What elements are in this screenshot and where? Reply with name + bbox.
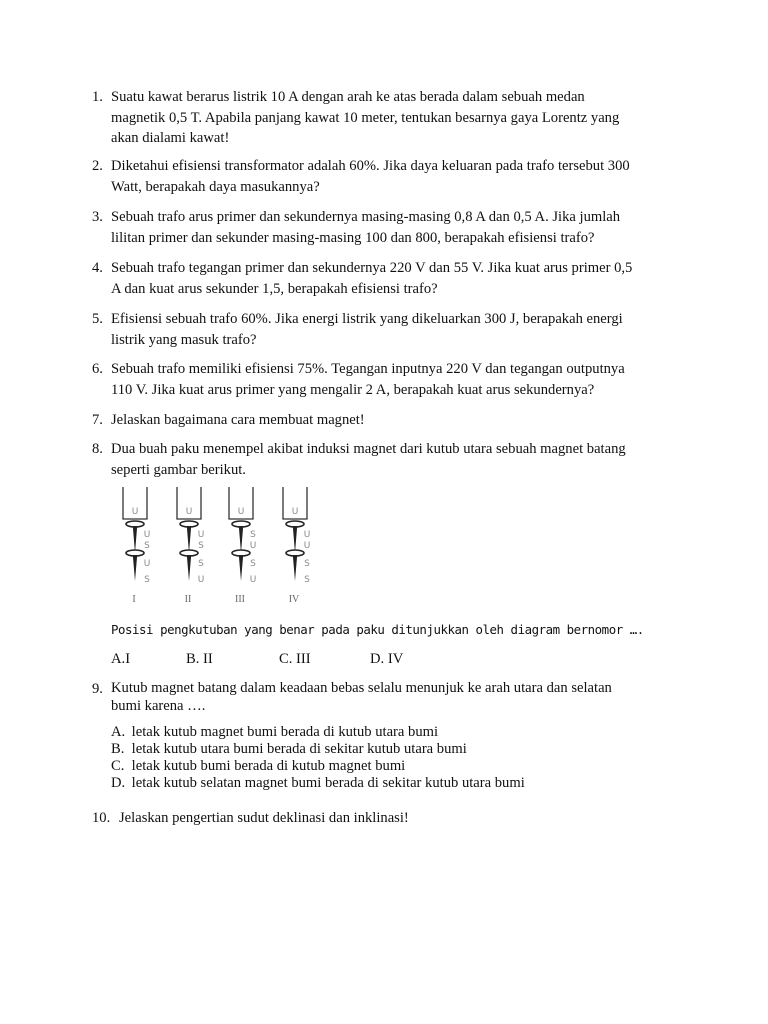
option-text: letak kutub bumi berada di kutub magnet bumi bbox=[131, 758, 406, 774]
nail-shaft bbox=[293, 555, 297, 581]
nail-pole-label: S bbox=[144, 575, 150, 585]
nail-shaft bbox=[187, 555, 191, 581]
question-text-line: magnetik 0,5 T. Apabila panjang kawat 10 meter, tentukan besarnya gaya Lorentz yang bbox=[111, 109, 620, 126]
nail-pole-label: U bbox=[249, 541, 257, 551]
question-number: 1. bbox=[92, 89, 103, 105]
nail-pole-label: S bbox=[304, 575, 310, 585]
nail-pole-label: U bbox=[143, 559, 151, 569]
nail-pole-label: U bbox=[303, 530, 311, 540]
q9-option-d bbox=[111, 775, 525, 792]
nail-pole-label: S bbox=[144, 541, 150, 551]
magnet-pole-label: U bbox=[185, 507, 193, 517]
diagram-number: II bbox=[184, 594, 192, 605]
q8-option-c: C. III bbox=[279, 651, 311, 667]
nail-shaft bbox=[239, 555, 243, 581]
option-text: letak kutub selatan magnet bumi berada di sekitar kutub utara bumi bbox=[131, 775, 525, 791]
q8-option-b: B. II bbox=[186, 651, 213, 667]
question-number: 7. bbox=[92, 412, 103, 428]
nail-shaft bbox=[187, 526, 191, 553]
diagram-number: III bbox=[235, 594, 245, 605]
q9-option-b bbox=[111, 741, 467, 758]
question-number: 3. bbox=[92, 209, 103, 225]
magnet-nails-figure bbox=[110, 485, 340, 610]
q9-option-a bbox=[111, 724, 438, 741]
nail-pole-label: S bbox=[198, 541, 204, 551]
nail-shaft bbox=[133, 526, 137, 553]
nail-shaft bbox=[239, 526, 243, 553]
nail-pole-label: S bbox=[250, 530, 256, 540]
question-number: 6. bbox=[92, 361, 103, 377]
question-text-line: lilitan primer dan sekunder masing-masing 100 dan 800, berapakah efisiensi trafo? bbox=[111, 229, 595, 246]
diagram-number: I bbox=[132, 594, 136, 605]
question-text-line: seperti gambar berikut. bbox=[111, 461, 246, 478]
question-text-line: 110 V. Jika kuat arus primer yang mengalir 2 A, berapakah kuat arus sekundernya? bbox=[111, 381, 595, 398]
nail-shaft bbox=[293, 526, 297, 553]
magnet-pole-label: U bbox=[237, 507, 245, 517]
question-text-line: Suatu kawat berarus listrik 10 A dengan arah ke atas berada dalam sebuah medan bbox=[111, 89, 585, 105]
question-text-line: Kutub magnet batang dalam keadaan bebas selalu menunjuk ke arah utara dan selatan bbox=[111, 680, 612, 696]
question-text-line: Dua buah paku menempel akibat induksi magnet dari kutub utara sebuah magnet batang bbox=[111, 441, 626, 457]
option-letter: B. bbox=[111, 741, 125, 757]
question-number: 8. bbox=[92, 441, 103, 457]
nail-pole-label: U bbox=[303, 541, 311, 551]
question-number: 10. bbox=[92, 810, 111, 826]
option-text: letak kutub magnet bumi berada di kutub utara bumi bbox=[131, 724, 439, 740]
nail-pole-label: S bbox=[198, 559, 204, 569]
nail-pole-label: U bbox=[143, 530, 151, 540]
diagram-number: IV bbox=[288, 594, 300, 605]
nail-pole-label: U bbox=[249, 575, 257, 585]
question-number: 5. bbox=[92, 311, 103, 327]
question-number: 4. bbox=[92, 260, 103, 276]
nail-pole-label: S bbox=[304, 559, 310, 569]
q9-option-c bbox=[111, 758, 405, 775]
nail-pole-label: S bbox=[250, 559, 256, 569]
question-text-line: bumi karena …. bbox=[111, 698, 206, 714]
nail-pole-label: U bbox=[197, 575, 205, 585]
option-letter: C. bbox=[111, 758, 125, 774]
option-text: letak kutub utara bumi berada di sekitar kutub utara bumi bbox=[131, 741, 467, 757]
nail-shaft bbox=[133, 555, 137, 581]
question-text-line: listrik yang masuk trafo? bbox=[111, 331, 257, 348]
magnet-pole-label: U bbox=[291, 507, 299, 517]
question-text-line: A dan kuat arus sekunder 1,5, berapakah efisiensi trafo? bbox=[111, 280, 438, 297]
question-text-line: akan dialami kawat! bbox=[111, 130, 230, 146]
question-text-line: Jelaskan bagaimana cara membuat magnet! bbox=[111, 412, 365, 428]
magnet-pole-label: U bbox=[131, 507, 139, 517]
question-text-line: Efisiensi sebuah trafo 60%. Jika energi listrik yang dikeluarkan 300 J, berapakah energi bbox=[111, 311, 623, 327]
question-text-line: Watt, berapakah daya masukannya? bbox=[111, 178, 320, 195]
question-text-line: Sebuah trafo arus primer dan sekundernya masing-masing 0,8 A dan 0,5 A. Jika jumlah bbox=[111, 209, 621, 225]
question-text-line: Jelaskan pengertian sudut deklinasi dan inklinasi! bbox=[119, 810, 409, 826]
q8-option-d: D. IV bbox=[370, 651, 404, 667]
question-text-line: Sebuah trafo tegangan primer dan sekundernya 220 V dan 55 V. Jika kuat arus primer 0,5 bbox=[111, 260, 633, 276]
question-text-line: Diketahui efisiensi transformator adalah 60%. Jika daya keluaran pada trafo tersebut 300 bbox=[111, 158, 630, 174]
option-letter: D. bbox=[111, 775, 126, 791]
question-text-line: Sebuah trafo memiliki efisiensi 75%. Tegangan inputnya 220 V dan tegangan outputnya bbox=[111, 361, 625, 377]
q8-option-a: A.I bbox=[111, 651, 131, 667]
option-letter: A. bbox=[111, 724, 126, 740]
nail-pole-label: U bbox=[197, 530, 205, 540]
question-number: 2. bbox=[92, 158, 103, 174]
question-number: 9. bbox=[92, 681, 103, 697]
q8-caption: Posisi pengkutuban yang benar pada paku ditunjukkan oleh diagram bernomor …. bbox=[111, 622, 644, 637]
